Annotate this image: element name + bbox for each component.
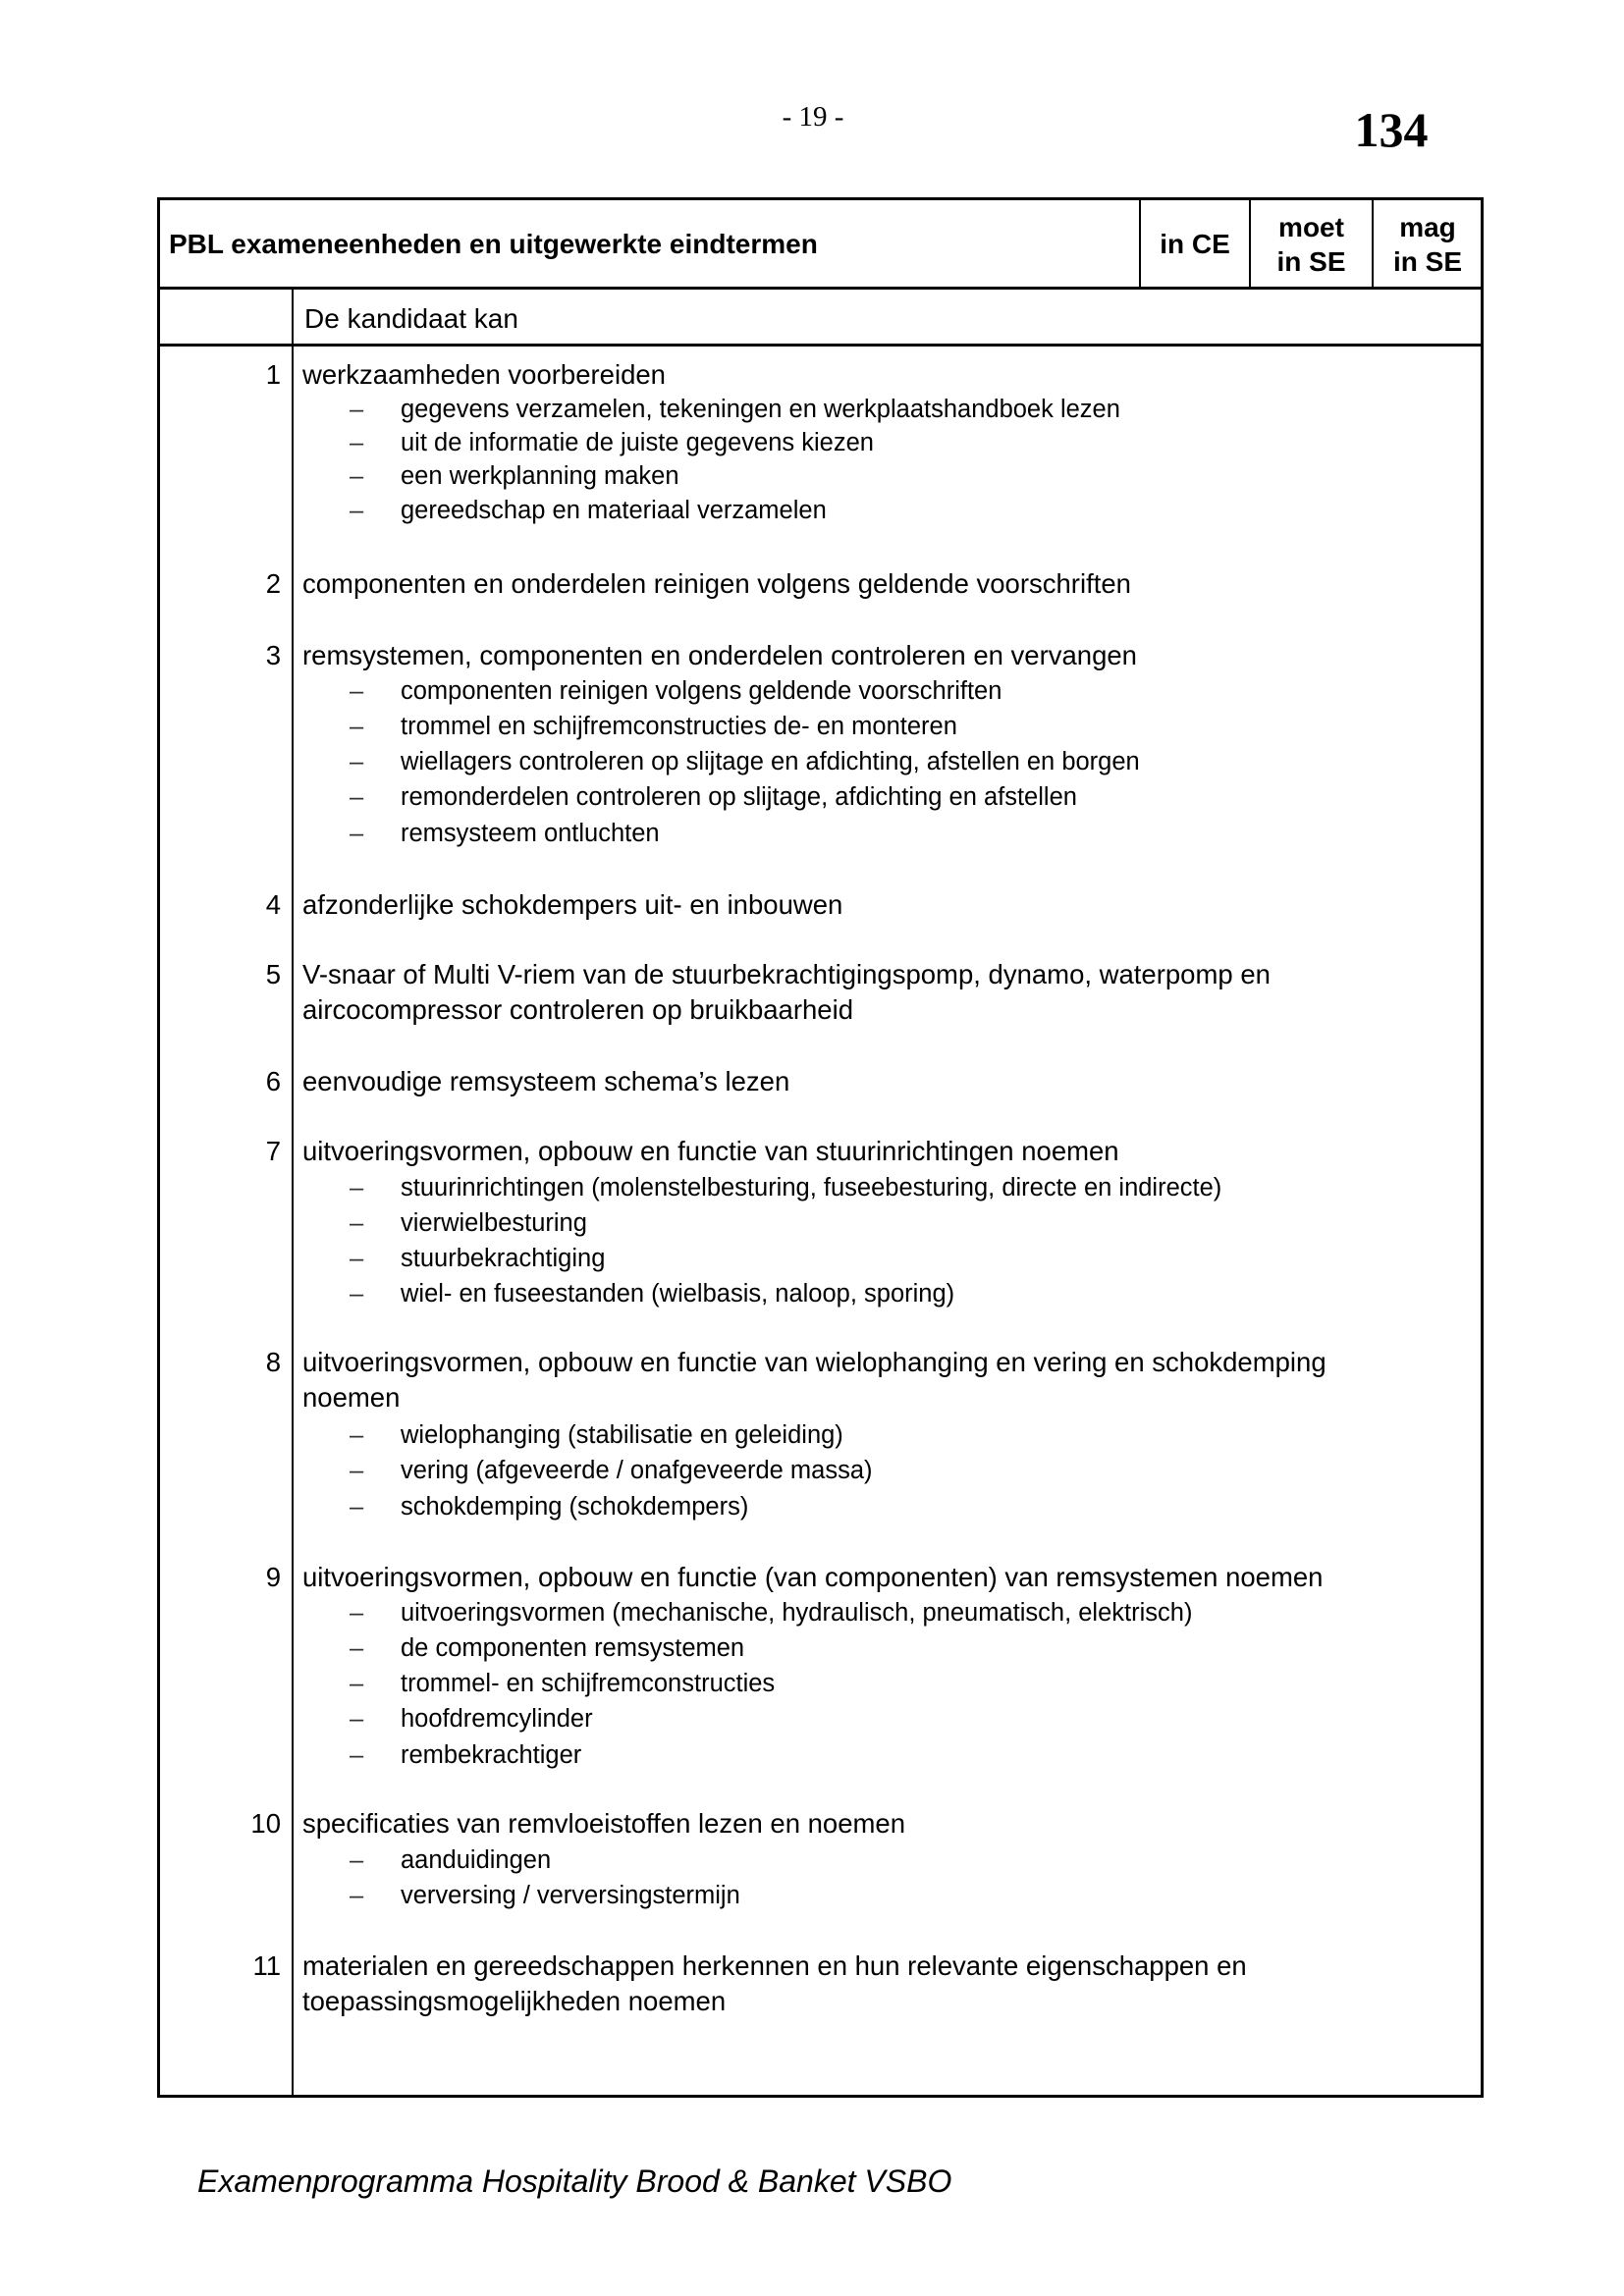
subitem-text: stuurinrichtingen (molenstelbesturing, fuseebesturing, directe en indirecte) xyxy=(401,1174,1222,1201)
subitem-text: trommel en schijfremconstructies de- en monteren xyxy=(401,713,957,740)
item-number: 8 xyxy=(265,1347,281,1377)
item-text-line2: toepassingsmogelijkheden noemen xyxy=(302,1986,727,2016)
dash-bullet-icon: – xyxy=(350,1457,364,1484)
item-number: 1 xyxy=(265,359,281,390)
subitem-text: remsysteem ontluchten xyxy=(401,820,660,847)
dash-bullet-icon: – xyxy=(350,1846,364,1874)
item-number: 2 xyxy=(265,568,281,599)
subitem-text: uitvoeringsvormen (mechanische, hydraulisch, pneumatisch, elektrisch) xyxy=(401,1599,1193,1627)
dash-bullet-icon: – xyxy=(350,429,364,456)
item-text: eenvoudige remsysteem schema’s lezen xyxy=(302,1066,790,1096)
subitem-text: gegevens verzamelen, tekeningen en werkplaatshandboek lezen xyxy=(401,396,1120,423)
item-text: specificaties van remvloeistoffen lezen en noemen xyxy=(302,1808,906,1839)
subitem-text: stuurbekrachtiging xyxy=(401,1245,606,1272)
intro-text: De kandidaat kan xyxy=(304,303,518,334)
page-number: - 19 - xyxy=(782,101,844,133)
dash-bullet-icon: – xyxy=(350,1280,364,1308)
item-number: 3 xyxy=(265,640,281,670)
subitem-text: de componenten remsystemen xyxy=(401,1634,745,1662)
item-number: 11 xyxy=(252,1950,281,1981)
intro-row-divider xyxy=(157,344,1484,347)
subitem-text: schokdemping (schokdempers) xyxy=(401,1493,749,1521)
dash-bullet-icon: – xyxy=(350,1421,364,1449)
col-header-mag-line2: in SE xyxy=(1392,246,1462,277)
subitem-text: componenten reinigen volgens geldende voorschriften xyxy=(401,677,1002,705)
subitem-text: vierwielbesturing xyxy=(401,1209,587,1237)
dash-bullet-icon: – xyxy=(350,1634,364,1662)
subitem-text: verversing / verversingstermijn xyxy=(401,1882,740,1909)
item-text-line1: uitvoeringsvormen, opbouw en functie van wielophanging en vering en schokdemping xyxy=(302,1347,1326,1377)
subitem-text: remonderdelen controleren op slijtage, afdichting en afstellen xyxy=(401,783,1077,811)
item-number: 5 xyxy=(265,959,281,989)
number-column-divider xyxy=(292,288,294,2096)
dash-bullet-icon: – xyxy=(350,396,364,423)
subitem-text: trommel- en schijfremconstructies xyxy=(401,1670,776,1697)
item-text-line2: noemen xyxy=(302,1382,401,1413)
item-text: uitvoeringsvormen, opbouw en functie van stuurinrichtingen noemen xyxy=(302,1136,1119,1166)
item-number: 4 xyxy=(265,889,281,920)
subitem-text: een werkplanning maken xyxy=(401,462,679,490)
dash-bullet-icon: – xyxy=(350,1493,364,1521)
item-text: uitvoeringsvormen, opbouw en functie (van componenten) van remsystemen noemen xyxy=(302,1562,1324,1592)
item-text: werkzaamheden voorbereiden xyxy=(302,359,666,390)
subitem-text: aanduidingen xyxy=(401,1846,552,1874)
item-text: afzonderlijke schokdempers uit- en inbouwen xyxy=(302,889,843,920)
subitem-text: wielophanging (stabilisatie en geleiding) xyxy=(401,1421,843,1449)
item-text: componenten en onderdelen reinigen volgens geldende voorschriften xyxy=(302,568,1131,599)
dash-bullet-icon: – xyxy=(350,1209,364,1237)
dash-bullet-icon: – xyxy=(350,713,364,740)
col-header-in-ce: in CE xyxy=(1160,229,1230,259)
subitem-text: vering (afgeveerde / onafgeveerde massa) xyxy=(401,1457,873,1484)
item-number: 10 xyxy=(250,1808,281,1839)
item-number: 9 xyxy=(265,1562,281,1592)
item-number: 6 xyxy=(265,1066,281,1096)
item-text-line1: V-snaar of Multi V-riem van de stuurbekrachtigingspomp, dynamo, waterpomp en xyxy=(302,959,1271,989)
table-title: PBL exameneenheden en uitgewerkte eindtermen xyxy=(169,229,818,259)
subitem-text: uit de informatie de juiste gegevens kiezen xyxy=(401,429,874,456)
dash-bullet-icon: – xyxy=(350,1174,364,1201)
item-text-line2: aircocompressor controleren op bruikbaarheid xyxy=(302,994,853,1025)
dash-bullet-icon: – xyxy=(350,1882,364,1909)
dash-bullet-icon: – xyxy=(350,783,364,811)
subitem-text: rembekrachtiger xyxy=(401,1741,582,1769)
dash-bullet-icon: – xyxy=(350,1670,364,1697)
item-text-line1: materialen en gereedschappen herkennen en hun relevante eigenschappen en xyxy=(302,1950,1247,1981)
item-text: remsystemen, componenten en onderdelen controleren en vervangen xyxy=(302,640,1137,670)
footer-program-title: Examenprogramma Hospitality Brood & Banket VSBO xyxy=(197,2163,952,2199)
dash-bullet-icon: – xyxy=(350,677,364,705)
dash-bullet-icon: – xyxy=(350,748,364,775)
col-header-mag-line1: mag xyxy=(1399,212,1456,242)
dash-bullet-icon: – xyxy=(350,1741,364,1769)
col-header-moet-line2: in SE xyxy=(1276,246,1346,277)
dash-bullet-icon: – xyxy=(350,462,364,490)
dash-bullet-icon: – xyxy=(350,820,364,847)
dash-bullet-icon: – xyxy=(350,1705,364,1733)
subitem-text: wiel- en fuseestanden (wielbasis, naloop, sporing) xyxy=(401,1280,955,1308)
dash-bullet-icon: – xyxy=(350,1599,364,1627)
dash-bullet-icon: – xyxy=(350,497,364,524)
header-row-divider xyxy=(157,287,1484,290)
col-header-moet-line1: moet xyxy=(1278,212,1344,242)
subitem-text: gereedschap en materiaal verzamelen xyxy=(401,497,827,524)
dash-bullet-icon: – xyxy=(350,1245,364,1272)
subitem-text: wiellagers controleren op slijtage en afdichting, afstellen en borgen xyxy=(401,748,1140,775)
document-number: 134 xyxy=(1354,102,1429,157)
subitem-text: hoofdremcylinder xyxy=(401,1705,593,1733)
item-number: 7 xyxy=(265,1136,281,1166)
